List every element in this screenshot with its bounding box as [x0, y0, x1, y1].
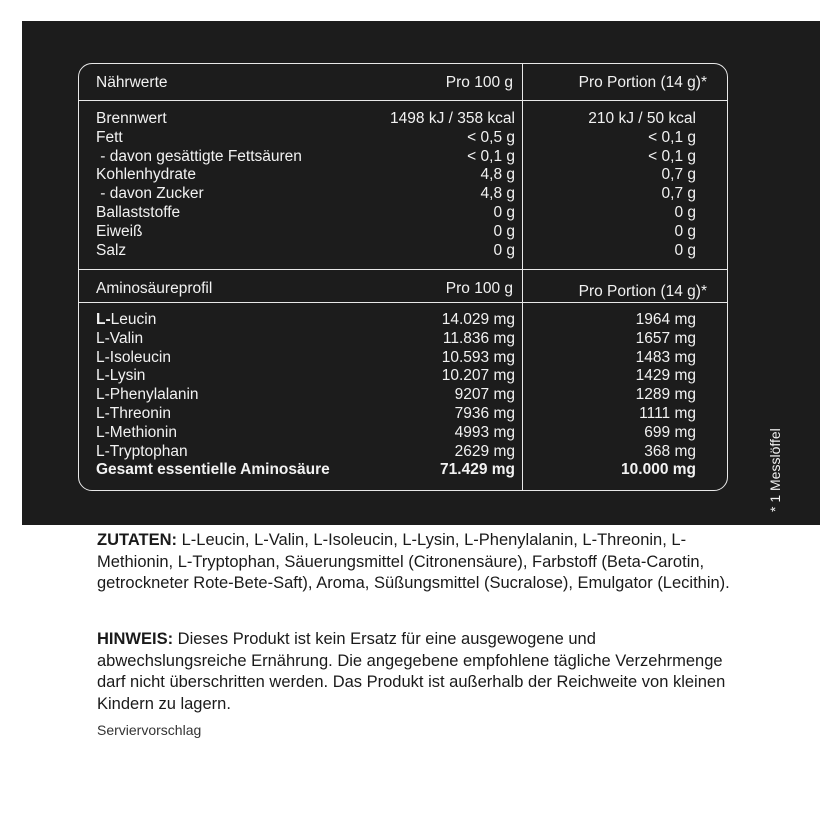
table-row: Fett < 0,5 g < 0,1 g: [96, 128, 696, 146]
table-row: Ballaststoffe 0 g 0 g: [96, 203, 696, 221]
nutrition-header-label: Nährwerte: [96, 74, 168, 91]
serving-suggestion-caption: Serviervorschlag: [97, 722, 202, 738]
table-row: Eiweiß 0 g 0 g: [96, 222, 696, 240]
nutrition-header-col1: Pro 100 g: [445, 74, 513, 91]
nutrition-rows: [79, 110, 727, 260]
table-row: Brennwert 1498 kJ / 358 kcal 210 kJ / 50 kcal: [96, 110, 696, 127]
table-row: - davon gesättigte Fettsäuren < 0,1 g < 0,1 g: [96, 147, 696, 165]
table-row: L-Leucin 14.029 mg 1964 mg: [96, 311, 696, 328]
footnote-vertical: * 1 Messlöffel: [767, 428, 783, 512]
nutrition-panel: [22, 21, 820, 525]
table-row: Kohlenhydrate 4,8 g 0,7 g: [96, 166, 696, 184]
amino-header-label: Aminosäureprofil: [96, 280, 213, 297]
amino-header-divider: [79, 302, 727, 303]
nutrition-header: [79, 64, 727, 100]
nutrition-table: [78, 63, 728, 491]
table-row: L-Lysin 10.207 mg 1429 mg: [96, 367, 696, 385]
table-row: - davon Zucker 4,8 g 0,7 g: [96, 185, 696, 203]
nutrition-header-col2: Pro Portion (14 g)*: [578, 74, 707, 91]
amino-header-col1: Pro 100 g: [445, 280, 513, 297]
table-row: L-Isoleucin 10.593 mg 1483 mg: [96, 348, 696, 366]
table-row: L-Threonin 7936 mg 1111 mg: [96, 404, 696, 422]
amino-header: [79, 270, 727, 306]
table-row: L-Tryptophan 2629 mg 368 mg: [96, 442, 696, 460]
table-row: Salz 0 g 0 g: [96, 241, 696, 259]
amino-rows: [79, 311, 727, 480]
notice-text: HINWEIS: Dieses Produkt ist kein Ersatz für eine ausgewogene und abwechslungsreiche Ernährung. Die angegebene empfohlene tägliche Verzehrmenge darf nicht überschritten werden. Das Produkt ist außerhalb der Reichweite von kleinen Kindern zu lagern.: [97, 630, 726, 713]
amino-header-col2: Pro Portion (14 g)*: [578, 283, 707, 300]
table-row: L-Valin 11.836 mg 1657 mg: [96, 329, 696, 347]
table-row: L-Methionin 4993 mg 699 mg: [96, 423, 696, 441]
table-row: L-Phenylalanin 9207 mg 1289 mg: [96, 386, 696, 404]
ingredients-text: ZUTATEN: L-Leucin, L-Valin, L-Isoleucin, L-Lysin, L-Phenylalanin, L-Threonin, L-Methionin, L-Tryptophan, Säuerungsmittel (Citronensäure), Farbstoff (Beta-Carotin, getrockneter Rote-Bete-Saft), Aroma, Süßungsmittel (Sucralose), Emulgator (Lecithin).: [97, 531, 730, 593]
header-divider: [79, 100, 727, 101]
table-row-total: Gesamt essentielle Aminosäure 71.429 mg 10.000 mg: [96, 461, 696, 479]
